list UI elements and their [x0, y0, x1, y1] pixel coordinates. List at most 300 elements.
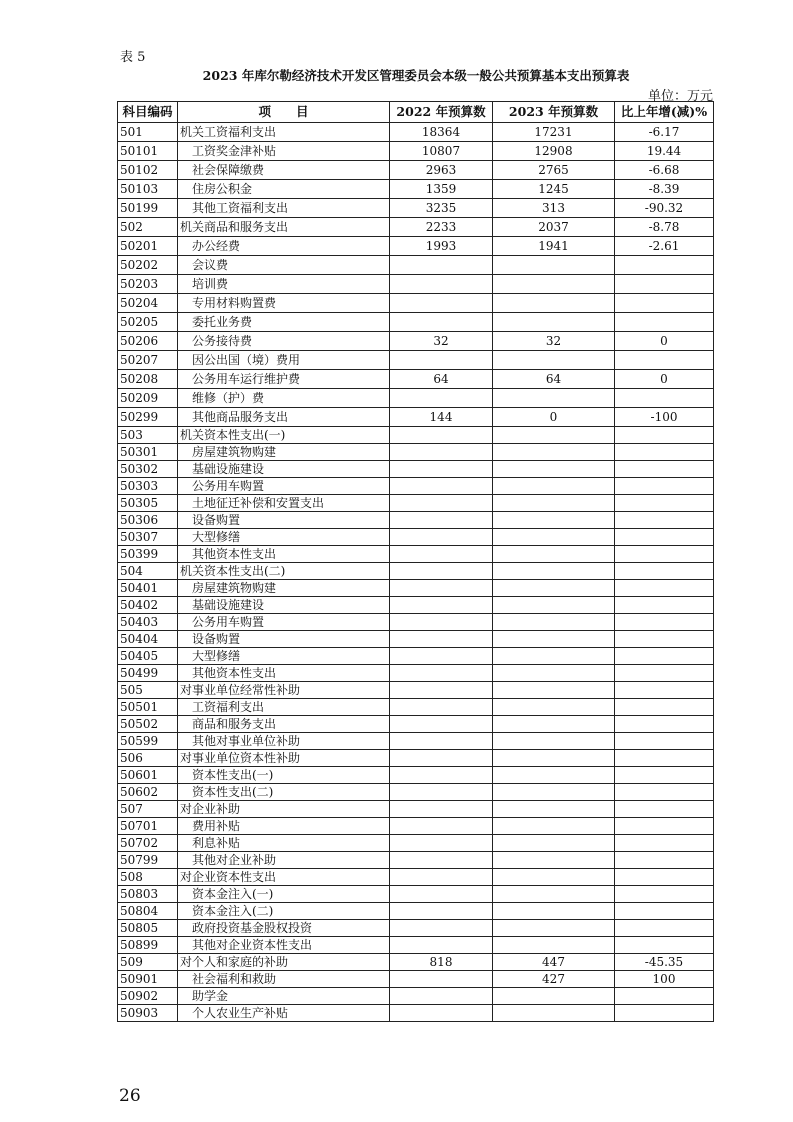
- table-row: [118, 313, 714, 332]
- cell-change: [615, 444, 714, 461]
- cell-2022: [390, 546, 493, 563]
- cell-2022: 818: [390, 954, 493, 971]
- cell-change: [615, 886, 714, 903]
- cell-change: 0: [615, 332, 714, 351]
- header-code: 科目编码: [118, 102, 178, 123]
- cell-2023: [493, 478, 615, 495]
- cell-2023: [493, 461, 615, 478]
- cell-code: 50401: [118, 580, 178, 597]
- cell-item: 培训费: [178, 275, 390, 294]
- cell-2023: [493, 869, 615, 886]
- cell-2022: [390, 1005, 493, 1022]
- cell-item: 基础设施建设: [178, 597, 390, 614]
- cell-2022: [390, 512, 493, 529]
- cell-2022: 2963: [390, 161, 493, 180]
- table-row: [118, 852, 714, 869]
- cell-2023: [493, 1005, 615, 1022]
- cell-2023: [493, 920, 615, 937]
- cell-2023: [493, 495, 615, 512]
- cell-code: 50206: [118, 332, 178, 351]
- header-change: 比上年增(减)%: [615, 102, 714, 123]
- cell-code: 50209: [118, 389, 178, 408]
- cell-2022: [390, 920, 493, 937]
- cell-code: 50101: [118, 142, 178, 161]
- cell-2023: [493, 886, 615, 903]
- cell-change: -6.17: [615, 123, 714, 142]
- cell-code: 50499: [118, 665, 178, 682]
- table-row: [118, 988, 714, 1005]
- cell-item: 资本金注入(一): [178, 886, 390, 903]
- table-row: [118, 294, 714, 313]
- document-title: 2023 年库尔勒经济技术开发区管理委员会本级一般公共预算基本支出预算表: [202, 68, 630, 83]
- cell-item: 商品和服务支出: [178, 716, 390, 733]
- cell-item: 房屋建筑物购建: [178, 580, 390, 597]
- cell-2023: 1245: [493, 180, 615, 199]
- table-row: [118, 495, 714, 512]
- cell-change: -2.61: [615, 237, 714, 256]
- cell-code: 50804: [118, 903, 178, 920]
- cell-change: [615, 699, 714, 716]
- cell-item: 大型修缮: [178, 648, 390, 665]
- cell-2023: 2037: [493, 218, 615, 237]
- cell-2023: [493, 512, 615, 529]
- cell-code: 50799: [118, 852, 178, 869]
- cell-item: 其他资本性支出: [178, 546, 390, 563]
- cell-2023: [493, 597, 615, 614]
- cell-change: [615, 614, 714, 631]
- cell-item: 资本性支出(二): [178, 784, 390, 801]
- cell-2022: 3235: [390, 199, 493, 218]
- cell-change: -45.35: [615, 954, 714, 971]
- cell-change: 100: [615, 971, 714, 988]
- cell-item: 其他对企业资本性支出: [178, 937, 390, 954]
- cell-item: 住房公积金: [178, 180, 390, 199]
- table-row: [118, 750, 714, 767]
- table-row: [118, 920, 714, 937]
- cell-2023: 0: [493, 408, 615, 427]
- cell-item: 公务用车购置: [178, 478, 390, 495]
- cell-item: 专用材料购置费: [178, 294, 390, 313]
- cell-change: [615, 682, 714, 699]
- cell-code: 507: [118, 801, 178, 818]
- table-row: [118, 682, 714, 699]
- cell-2022: [390, 733, 493, 750]
- cell-code: 50803: [118, 886, 178, 903]
- cell-change: [615, 389, 714, 408]
- cell-change: [615, 427, 714, 444]
- cell-code: 50402: [118, 597, 178, 614]
- table-row: [118, 767, 714, 784]
- cell-2023: [493, 835, 615, 852]
- cell-2023: [493, 256, 615, 275]
- cell-code: 50405: [118, 648, 178, 665]
- cell-change: [615, 903, 714, 920]
- cell-2022: [390, 580, 493, 597]
- cell-code: 50805: [118, 920, 178, 937]
- cell-change: [615, 852, 714, 869]
- cell-2022: [390, 767, 493, 784]
- cell-change: [615, 733, 714, 750]
- header-2023: 2023 年预算数: [493, 102, 615, 123]
- cell-2022: 144: [390, 408, 493, 427]
- cell-2022: [390, 750, 493, 767]
- cell-item: 利息补贴: [178, 835, 390, 852]
- table-row: [118, 123, 714, 142]
- cell-2023: [493, 427, 615, 444]
- cell-2022: 2233: [390, 218, 493, 237]
- cell-item: 机关工资福利支出: [178, 123, 390, 142]
- cell-code: 50201: [118, 237, 178, 256]
- cell-2023: 313: [493, 199, 615, 218]
- cell-item: 社会保障缴费: [178, 161, 390, 180]
- cell-2022: [390, 886, 493, 903]
- cell-item: 资本性支出(一): [178, 767, 390, 784]
- cell-2023: [493, 852, 615, 869]
- cell-2023: 12908: [493, 142, 615, 161]
- header-item: 项 目: [178, 102, 390, 123]
- cell-item: 其他对事业单位补助: [178, 733, 390, 750]
- cell-2022: 1359: [390, 180, 493, 199]
- table-row: [118, 784, 714, 801]
- cell-2022: [390, 597, 493, 614]
- table-header-row: [118, 102, 714, 123]
- cell-item: 对个人和家庭的补助: [178, 954, 390, 971]
- unit-label: 单位：万元: [647, 89, 713, 104]
- table-row: [118, 716, 714, 733]
- cell-2023: [493, 580, 615, 597]
- cell-item: 机关商品和服务支出: [178, 218, 390, 237]
- table-row: [118, 161, 714, 180]
- cell-2022: [390, 852, 493, 869]
- cell-code: 50102: [118, 161, 178, 180]
- cell-item: 工资福利支出: [178, 699, 390, 716]
- cell-item: 委托业务费: [178, 313, 390, 332]
- cell-item: 机关资本性支出(二): [178, 563, 390, 580]
- cell-2023: [493, 682, 615, 699]
- cell-change: -8.39: [615, 180, 714, 199]
- cell-code: 50902: [118, 988, 178, 1005]
- cell-2022: [390, 294, 493, 313]
- cell-item: 对企业资本性支出: [178, 869, 390, 886]
- cell-code: 50899: [118, 937, 178, 954]
- cell-item: 办公经费: [178, 237, 390, 256]
- cell-2022: [390, 614, 493, 631]
- table-row: [118, 427, 714, 444]
- cell-2022: [390, 529, 493, 546]
- cell-2023: 17231: [493, 123, 615, 142]
- cell-2022: [390, 275, 493, 294]
- budget-table: [117, 101, 714, 1022]
- cell-code: 50305: [118, 495, 178, 512]
- cell-code: 50903: [118, 1005, 178, 1022]
- cell-change: [615, 313, 714, 332]
- cell-item: 因公出国（境）费用: [178, 351, 390, 370]
- table-row: [118, 218, 714, 237]
- cell-2023: 1941: [493, 237, 615, 256]
- cell-code: 501: [118, 123, 178, 142]
- cell-code: 50502: [118, 716, 178, 733]
- cell-item: 基础设施建设: [178, 461, 390, 478]
- table-row: [118, 237, 714, 256]
- table-row: [118, 580, 714, 597]
- cell-2022: [390, 869, 493, 886]
- cell-change: 0: [615, 370, 714, 389]
- table-row: [118, 408, 714, 427]
- cell-item: 工资奖金津补贴: [178, 142, 390, 161]
- cell-code: 50204: [118, 294, 178, 313]
- cell-2023: 427: [493, 971, 615, 988]
- cell-code: 50403: [118, 614, 178, 631]
- cell-code: 50207: [118, 351, 178, 370]
- cell-change: [615, 818, 714, 835]
- cell-2022: [390, 478, 493, 495]
- cell-2023: [493, 529, 615, 546]
- table-row: [118, 903, 714, 920]
- table-row: [118, 631, 714, 648]
- cell-change: [615, 546, 714, 563]
- cell-code: 50307: [118, 529, 178, 546]
- cell-change: [615, 563, 714, 580]
- cell-2023: [493, 294, 615, 313]
- cell-2022: 18364: [390, 123, 493, 142]
- table-row: [118, 478, 714, 495]
- cell-change: [615, 937, 714, 954]
- cell-code: 50399: [118, 546, 178, 563]
- cell-2022: [390, 801, 493, 818]
- table-row: [118, 142, 714, 161]
- cell-code: 50103: [118, 180, 178, 199]
- cell-2022: [390, 784, 493, 801]
- cell-item: 设备购置: [178, 631, 390, 648]
- cell-change: [615, 580, 714, 597]
- cell-2023: [493, 937, 615, 954]
- cell-2022: [390, 971, 493, 988]
- table-row: [118, 971, 714, 988]
- cell-2023: [493, 665, 615, 682]
- cell-item: 对事业单位资本性补助: [178, 750, 390, 767]
- cell-2023: [493, 648, 615, 665]
- cell-2022: [390, 256, 493, 275]
- cell-change: [615, 835, 714, 852]
- cell-code: 50199: [118, 199, 178, 218]
- cell-code: 50404: [118, 631, 178, 648]
- cell-2023: [493, 988, 615, 1005]
- header-2022: 2022 年预算数: [390, 102, 493, 123]
- cell-code: 50301: [118, 444, 178, 461]
- cell-item: 公务接待费: [178, 332, 390, 351]
- cell-code: 50602: [118, 784, 178, 801]
- cell-change: [615, 478, 714, 495]
- cell-change: [615, 275, 714, 294]
- cell-item: 费用补贴: [178, 818, 390, 835]
- cell-code: 502: [118, 218, 178, 237]
- cell-2023: [493, 631, 615, 648]
- cell-2023: [493, 733, 615, 750]
- cell-change: -90.32: [615, 199, 714, 218]
- cell-code: 50203: [118, 275, 178, 294]
- cell-code: 50302: [118, 461, 178, 478]
- table-row: [118, 256, 714, 275]
- cell-code: 50901: [118, 971, 178, 988]
- table-body: [118, 123, 714, 1022]
- table-row: [118, 512, 714, 529]
- cell-2022: [390, 988, 493, 1005]
- cell-code: 50701: [118, 818, 178, 835]
- cell-code: 50202: [118, 256, 178, 275]
- cell-code: 509: [118, 954, 178, 971]
- cell-item: 其他对企业补助: [178, 852, 390, 869]
- table-row: [118, 546, 714, 563]
- cell-change: [615, 750, 714, 767]
- cell-code: 50601: [118, 767, 178, 784]
- table-row: [118, 180, 714, 199]
- cell-change: [615, 512, 714, 529]
- cell-change: [615, 256, 714, 275]
- cell-2022: 32: [390, 332, 493, 351]
- cell-2022: [390, 427, 493, 444]
- cell-2022: [390, 682, 493, 699]
- cell-change: [615, 767, 714, 784]
- cell-code: 506: [118, 750, 178, 767]
- table-row: [118, 665, 714, 682]
- cell-code: 50208: [118, 370, 178, 389]
- cell-item: 其他商品服务支出: [178, 408, 390, 427]
- cell-2023: [493, 389, 615, 408]
- cell-change: [615, 351, 714, 370]
- cell-change: [615, 716, 714, 733]
- table-row: [118, 275, 714, 294]
- cell-code: 508: [118, 869, 178, 886]
- cell-2023: [493, 546, 615, 563]
- table-row: [118, 648, 714, 665]
- table-row: [118, 835, 714, 852]
- cell-change: -6.68: [615, 161, 714, 180]
- cell-code: 50306: [118, 512, 178, 529]
- cell-change: -8.78: [615, 218, 714, 237]
- cell-2022: [390, 563, 493, 580]
- cell-2023: [493, 444, 615, 461]
- cell-2023: [493, 903, 615, 920]
- cell-change: [615, 294, 714, 313]
- cell-2022: [390, 313, 493, 332]
- cell-2023: 2765: [493, 161, 615, 180]
- cell-change: [615, 988, 714, 1005]
- cell-change: [615, 631, 714, 648]
- cell-2022: [390, 351, 493, 370]
- cell-item: 公务用车购置: [178, 614, 390, 631]
- cell-change: [615, 529, 714, 546]
- cell-item: 公务用车运行维护费: [178, 370, 390, 389]
- cell-change: 19.44: [615, 142, 714, 161]
- cell-change: [615, 920, 714, 937]
- cell-item: 房屋建筑物购建: [178, 444, 390, 461]
- cell-2023: [493, 563, 615, 580]
- cell-2022: 64: [390, 370, 493, 389]
- cell-code: 50205: [118, 313, 178, 332]
- cell-item: 会议费: [178, 256, 390, 275]
- table-row: [118, 733, 714, 750]
- cell-item: 政府投资基金股权投资: [178, 920, 390, 937]
- cell-change: [615, 784, 714, 801]
- table-row: [118, 597, 714, 614]
- cell-item: 个人农业生产补贴: [178, 1005, 390, 1022]
- cell-item: 资本金注入(二): [178, 903, 390, 920]
- table-row: [118, 529, 714, 546]
- cell-2023: 64: [493, 370, 615, 389]
- cell-code: 50501: [118, 699, 178, 716]
- cell-2022: [390, 903, 493, 920]
- cell-2022: [390, 818, 493, 835]
- cell-item: 其他资本性支出: [178, 665, 390, 682]
- cell-change: [615, 648, 714, 665]
- cell-code: 504: [118, 563, 178, 580]
- cell-code: 50299: [118, 408, 178, 427]
- cell-2023: [493, 784, 615, 801]
- cell-2023: [493, 313, 615, 332]
- cell-item: 机关资本性支出(一): [178, 427, 390, 444]
- cell-item: 对企业补助: [178, 801, 390, 818]
- cell-2023: [493, 767, 615, 784]
- cell-2022: [390, 835, 493, 852]
- cell-2023: 32: [493, 332, 615, 351]
- table-row: [118, 699, 714, 716]
- cell-2022: 10807: [390, 142, 493, 161]
- cell-code: 505: [118, 682, 178, 699]
- cell-2023: [493, 275, 615, 294]
- table-row: [118, 869, 714, 886]
- cell-change: [615, 1005, 714, 1022]
- table-row: [118, 461, 714, 478]
- cell-2022: [390, 631, 493, 648]
- cell-change: [615, 597, 714, 614]
- cell-item: 社会福利和救助: [178, 971, 390, 988]
- table-label: 表 5: [120, 50, 146, 65]
- table-row: [118, 389, 714, 408]
- cell-2023: [493, 750, 615, 767]
- cell-2022: [390, 461, 493, 478]
- cell-item: 土地征迁补偿和安置支出: [178, 495, 390, 512]
- table-row: [118, 954, 714, 971]
- cell-2022: [390, 716, 493, 733]
- cell-item: 维修（护）费: [178, 389, 390, 408]
- cell-change: [615, 495, 714, 512]
- cell-change: -100: [615, 408, 714, 427]
- table-row: [118, 370, 714, 389]
- table-row: [118, 332, 714, 351]
- cell-2023: [493, 818, 615, 835]
- cell-change: [615, 869, 714, 886]
- cell-2022: 1993: [390, 237, 493, 256]
- cell-2022: [390, 937, 493, 954]
- cell-2022: [390, 495, 493, 512]
- cell-code: 50303: [118, 478, 178, 495]
- table-row: [118, 937, 714, 954]
- cell-2023: [493, 614, 615, 631]
- cell-2022: [390, 665, 493, 682]
- page-number: 26: [119, 1086, 141, 1106]
- cell-code: 50599: [118, 733, 178, 750]
- cell-2022: [390, 648, 493, 665]
- cell-change: [615, 461, 714, 478]
- table-row: [118, 818, 714, 835]
- table-row: [118, 801, 714, 818]
- cell-change: [615, 665, 714, 682]
- table-row: [118, 614, 714, 631]
- cell-item: 对事业单位经常性补助: [178, 682, 390, 699]
- table-row: [118, 199, 714, 218]
- cell-2023: [493, 716, 615, 733]
- cell-2022: [390, 389, 493, 408]
